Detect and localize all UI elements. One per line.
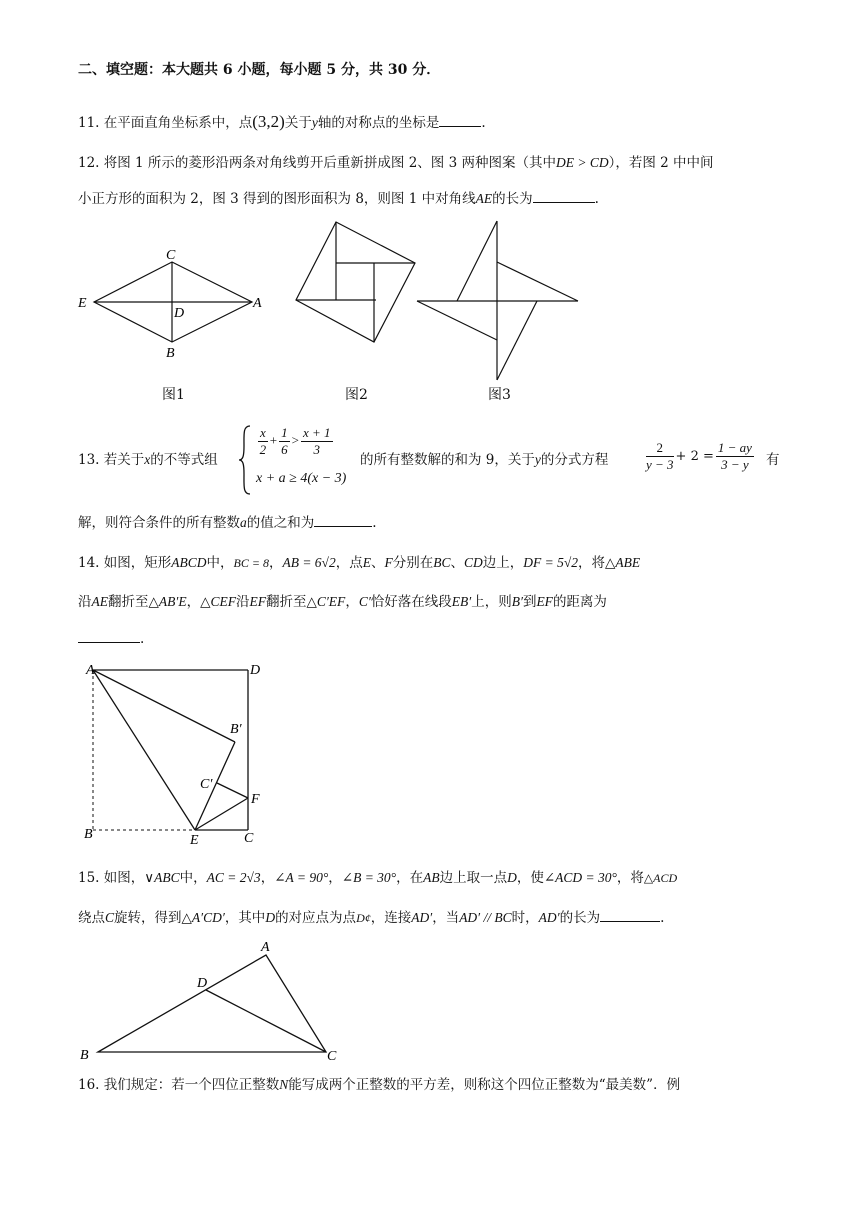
- outer-square: [296, 222, 415, 342]
- q15-angle-b: ∠B = 30°: [341, 870, 397, 885]
- q15-figure: [76, 935, 346, 1065]
- question-12-line1: [78, 153, 714, 173]
- eq-frac1-den: y − 3: [646, 457, 674, 472]
- q14-tri-cpef: △C′EF: [306, 594, 346, 609]
- fold-ae: [93, 670, 195, 830]
- q15-end: .: [660, 910, 665, 926]
- section-heading: 二、填空题：本大题共 6 小题，每小题 5 分，共 30 分．: [78, 62, 441, 78]
- caption-fig2: 图2: [345, 387, 368, 403]
- ineq1-frac3-num: x + 1: [302, 425, 331, 440]
- q15-text-c: ，在: [396, 870, 424, 886]
- q15-text-g: 绕点: [78, 910, 105, 926]
- rhombus-diagram: [70, 240, 270, 370]
- eq-frac2-den: 3 − y: [721, 457, 749, 472]
- q12-segment: AE: [475, 191, 493, 206]
- left-brace: [238, 424, 252, 496]
- label-c: C: [327, 1049, 337, 1064]
- q13-mid3: 的分式方程: [540, 452, 609, 468]
- q14-ebp: EB′: [451, 594, 472, 609]
- q14-sep: 、: [370, 555, 385, 571]
- question-14-line1: [78, 553, 640, 573]
- q12-text-a: 12. 将图 1 所示的菱形沿两条对角线剪开后重新拼成图 2、图 3 两种图案（其中: [78, 155, 556, 171]
- q11-prefix: 11. 在平面直角坐标系中，点: [78, 115, 253, 131]
- label-b: B: [166, 346, 175, 361]
- q14-tri-abpe: △AB′E: [148, 594, 187, 609]
- segment-cd: [206, 990, 326, 1052]
- q15-text-m: 时，: [511, 910, 539, 926]
- q14-cd-side: CD: [463, 555, 483, 570]
- q12-figure-1: [70, 240, 270, 370]
- q15-ab: AB: [423, 870, 440, 885]
- blade-right: [497, 262, 578, 301]
- q15-text-i: ，其中: [224, 910, 266, 926]
- q13-text-d: 的值之和为: [246, 515, 315, 531]
- q15-text-l: ，当: [432, 910, 460, 926]
- q14-point-f: F: [384, 555, 393, 570]
- q13-mid1: 的不等式组: [150, 452, 218, 468]
- blade-top: [457, 221, 497, 301]
- eq-frac2-num: 1 − ay: [717, 440, 752, 455]
- rectangle-fold-diagram: [78, 658, 278, 850]
- segment-cpf: [217, 783, 248, 798]
- question-16: [78, 1075, 680, 1095]
- q13-var-a: a: [240, 515, 247, 530]
- q15-answer-blank[interactable]: [600, 907, 660, 922]
- q15-text-d: 边上取一点: [439, 870, 508, 886]
- label-d: D: [174, 306, 185, 321]
- q15-adp-2: AD′: [538, 910, 560, 925]
- label-a: A: [261, 940, 270, 955]
- ineq1-gt: >: [291, 432, 299, 448]
- q14-rect: ABCD: [171, 555, 207, 570]
- q14-text-o: 到: [522, 594, 537, 610]
- q14-text-j: 沿: [235, 594, 250, 610]
- q15-tri-apcdp: △A′CD′: [181, 910, 225, 925]
- ineq1-frac1-den: 2: [259, 442, 267, 457]
- question-14-line2: [78, 592, 607, 612]
- q15-adp: AD′: [411, 910, 433, 925]
- q14-text-i: ，: [186, 594, 201, 610]
- q14-point-e: E: [362, 555, 371, 570]
- blade-left: [417, 301, 497, 340]
- q13-tail: 有: [766, 452, 780, 468]
- q14-comma: ，: [268, 555, 283, 571]
- q13-var-x: x: [144, 452, 151, 467]
- q14-text-m: 恰好落在线段: [370, 594, 452, 610]
- q14-bc-side: BC: [433, 555, 451, 570]
- question-13-line2: [78, 512, 377, 533]
- question-15-line2: [78, 907, 664, 928]
- q15-parallel: AD′ // BC: [459, 910, 512, 925]
- triangle-abc: [98, 955, 326, 1052]
- q14-df: DF = 5√2: [523, 555, 579, 570]
- label-e: E: [78, 296, 87, 311]
- inequality-1: [256, 425, 335, 458]
- q15-angle-a: ∠A = 90°: [274, 870, 329, 885]
- q14-ab: AB = 6√2: [282, 555, 336, 570]
- q11-mid: 关于: [284, 115, 312, 131]
- q14-tri-cef: △CEF: [200, 594, 236, 609]
- q15-text-f: ，将: [616, 870, 644, 886]
- question-15-line1: [78, 868, 677, 888]
- q15-text-a: 15. 如图，: [78, 870, 145, 886]
- q15-text-j: 的对应点为点: [275, 910, 357, 926]
- q12-end: .: [594, 191, 599, 207]
- q14-text-n: 上，则: [471, 594, 512, 610]
- q14-sep2: 、: [450, 555, 464, 571]
- label-f: F: [251, 792, 260, 807]
- q14-bc: BC = 8: [233, 556, 269, 570]
- ineq1-frac1-num: x: [260, 425, 266, 440]
- label-a: A: [86, 663, 95, 678]
- q13-var-y: y: [534, 452, 541, 467]
- q15-tri-acd: △ACD: [643, 871, 678, 885]
- q15-comma2: ，: [328, 870, 342, 886]
- label-e: E: [190, 833, 199, 848]
- q15-point-c: C: [105, 910, 115, 925]
- q13-text-c: 解，则符合条件的所有整数: [78, 515, 240, 531]
- q14-ef: EF: [249, 594, 266, 609]
- q14-b-prime: B′: [511, 594, 523, 609]
- q15-text-h: 旋转，得到: [114, 910, 182, 926]
- eq-frac1-num: 2: [646, 440, 674, 457]
- q14-text-f: ，将: [578, 555, 606, 571]
- q14-text-b: 中，: [206, 555, 234, 571]
- fractional-equation: [644, 440, 756, 473]
- q14-ae: AE: [91, 594, 108, 609]
- inequality-2: x + a ≥ 4(x − 3): [256, 471, 347, 486]
- label-b-prime: B′: [230, 722, 242, 737]
- eq-mid: + 2 =: [675, 449, 714, 464]
- label-b: B: [80, 1048, 89, 1063]
- q13-end: .: [372, 515, 377, 531]
- label-d: D: [197, 976, 208, 991]
- segment-abp: [93, 670, 235, 742]
- q14-c-prime: C′: [358, 594, 371, 609]
- square-pinwheel-diagram: [290, 215, 420, 345]
- question-11: [78, 112, 486, 133]
- q15-point-d: D: [507, 870, 517, 885]
- q11-end: .: [481, 115, 486, 131]
- q12-answer-blank[interactable]: [533, 188, 595, 203]
- label-c: C: [244, 831, 254, 846]
- q12-text-b: ），若图 2 中中间: [608, 155, 714, 171]
- q14-text-d: 分别在: [392, 555, 434, 571]
- q13-answer-blank[interactable]: [314, 512, 372, 527]
- question-14-line3: [78, 628, 144, 649]
- q13-mid2: 的所有整数解的和为 9，关于: [360, 452, 535, 468]
- q11-answer-blank[interactable]: [439, 112, 481, 127]
- caption-fig1: 图1: [162, 387, 185, 403]
- q12-figure-3: [410, 215, 585, 385]
- q15-point-dc: D¢: [356, 911, 371, 925]
- ineq1-frac3-den: 3: [313, 442, 320, 457]
- ineq1-plus: +: [269, 432, 278, 448]
- pinwheel-diagram: [410, 215, 585, 385]
- q15-text-e: ，使: [516, 870, 544, 886]
- q15-text-b: 中，: [179, 870, 207, 886]
- label-d: D: [250, 663, 261, 678]
- q14-ef-2: EF: [536, 594, 553, 609]
- q11-axis: y: [311, 115, 318, 130]
- q12-text-d: 的长为: [492, 191, 533, 207]
- label-b: B: [84, 827, 93, 842]
- q14-text-k: 翻折至: [265, 594, 307, 610]
- q14-end: .: [140, 631, 145, 647]
- q15-point-d-2: D: [265, 910, 276, 925]
- ineq1-frac2-num: 1: [281, 425, 288, 440]
- q16-text-b: 能写成两个正整数的平方差，则称这个四位正整数为“最美数”．例: [288, 1077, 681, 1093]
- q14-figure: [78, 658, 278, 850]
- ineq1-frac2-den: 6: [281, 442, 288, 457]
- q12-figure-2: [290, 215, 420, 345]
- q15-tri-abc: ∨ABC: [144, 870, 180, 885]
- q14-text-l: ，: [345, 594, 359, 610]
- question-13-line1-prefix: [78, 450, 218, 470]
- q14-text-h: 翻折至: [108, 594, 149, 610]
- q14-text-g: 沿: [78, 594, 92, 610]
- q14-answer-blank[interactable]: [78, 628, 140, 643]
- q14-text-e: 边上，: [482, 555, 524, 571]
- q14-text-p: 的距离为: [552, 594, 607, 610]
- q14-text-c: ，点: [335, 555, 363, 571]
- q12-text-c: 小正方形的面积为 2，图 3 得到的图形面积为 8，则图 1 中对角线: [78, 191, 476, 207]
- question-12-line2: [78, 188, 599, 209]
- blade-bottom: [497, 301, 537, 380]
- question-13-line1-mid: [360, 450, 608, 470]
- q11-point: (3,2): [252, 112, 285, 131]
- q14-text-a: 14. 如图，矩形: [78, 555, 172, 571]
- q15-text-k: ，连接: [370, 910, 412, 926]
- triangle-abc-diagram: [76, 935, 346, 1065]
- q15-ac: AC = 2√3: [206, 870, 261, 885]
- label-c-prime: C′: [200, 777, 213, 792]
- q15-angle-acd: ∠ACD = 30°: [543, 870, 617, 885]
- caption-fig3: 图3: [488, 387, 511, 403]
- q16-text-a: 16. 我们规定：若一个四位正整数: [78, 1077, 280, 1093]
- q15-text-n: 的长为: [559, 910, 601, 926]
- q15-comma1: ，: [260, 870, 275, 886]
- q12-condition: DE > CD: [555, 155, 609, 170]
- label-a: A: [253, 296, 262, 311]
- label-c: C: [166, 248, 176, 263]
- q11-suffix: 轴的对称点的坐标是: [317, 115, 440, 131]
- q14-tri-abe: △ABE: [605, 555, 641, 570]
- q16-var-n: N: [279, 1077, 289, 1092]
- q13-prefix: 13. 若关于: [78, 452, 145, 468]
